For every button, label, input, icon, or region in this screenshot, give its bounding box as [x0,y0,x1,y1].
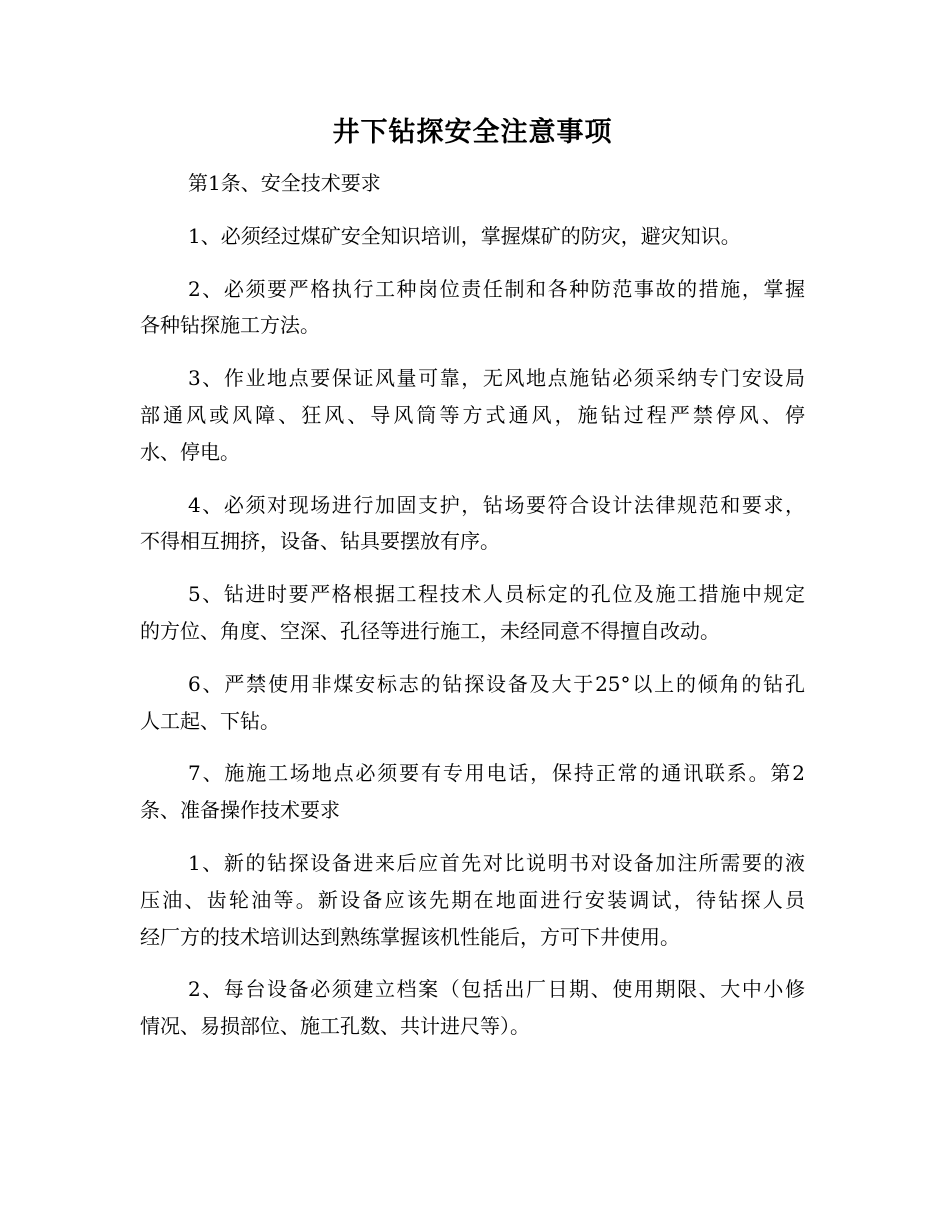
paragraph-item-3 [140,360,805,470]
text-line: 条、准备操作技术要求 [140,798,340,823]
text-line: 情况、易损部位、施工孔数、共计进尺等）。 [140,1014,530,1039]
text-line: 4、必须对现场进行加固支护，钻场要符合设计法律规范和要求， [188,492,805,517]
text-line: 第1条、安全技术要求 [188,171,381,195]
text-line: 部通风或风障、狂风、导风筒等方式通风，施钻过程严禁停风、停 [140,402,805,427]
paragraph-section-1-heading [140,165,805,202]
paragraph-item-2 [140,271,805,345]
text-line: 人工起、下钻。 [140,708,280,733]
text-line: 压油、齿轮油等。新设备应该先期在地面进行安装调试，待钻探人员 [140,887,805,912]
paragraph-item-1 [140,218,805,255]
text-line: 6、严禁使用非煤安标志的钻探设备及大于25°以上的倾角的钻孔 [188,671,805,696]
paragraph-item-4 [140,487,805,561]
text-line: 2、每台设备必须建立档案（包括出厂日期、使用期限、大中小修 [188,977,805,1002]
text-line: 的方位、角度、空深、孔径等进行施工，未经同意不得擅自改动。 [140,618,720,643]
text-line: 1、必须经过煤矿安全知识培训，掌握煤矿的防灾，避灾知识。 [188,223,741,248]
paragraph-prep-item-2 [140,971,805,1045]
text-line: 5、钻进时要严格根据工程技术人员标定的孔位及施工措施中规定 [188,582,805,607]
paragraph-item-6 [140,666,805,740]
text-line: 1、新的钻探设备进来后应首先对比说明书对设备加注所需要的液 [188,850,805,875]
text-line: 各种钻探施工方法。 [140,313,320,338]
document-page [140,113,805,1061]
text-line: 经厂方的技术培训达到熟练掌握该机性能后，方可下井使用。 [140,924,680,949]
paragraph-prep-item-1 [140,845,805,955]
text-line: 不得相互拥挤，设备、钻具要摆放有序。 [140,529,500,554]
document-title: 井下钻探安全注意事项 [332,117,613,148]
text-line: 2、必须要严格执行工种岗位责任制和各种防范事故的措施，掌握 [188,276,805,301]
text-line: 水、停电。 [140,439,240,464]
text-line: 3、作业地点要保证风量可靠，无风地点施钻必须采纳专门安设局 [188,366,805,391]
paragraph-item-5 [140,576,805,650]
paragraph-item-7 [140,755,805,829]
text-line: 7、施施工场地点必须要有专用电话，保持正常的通讯联系。第2 [188,761,805,786]
